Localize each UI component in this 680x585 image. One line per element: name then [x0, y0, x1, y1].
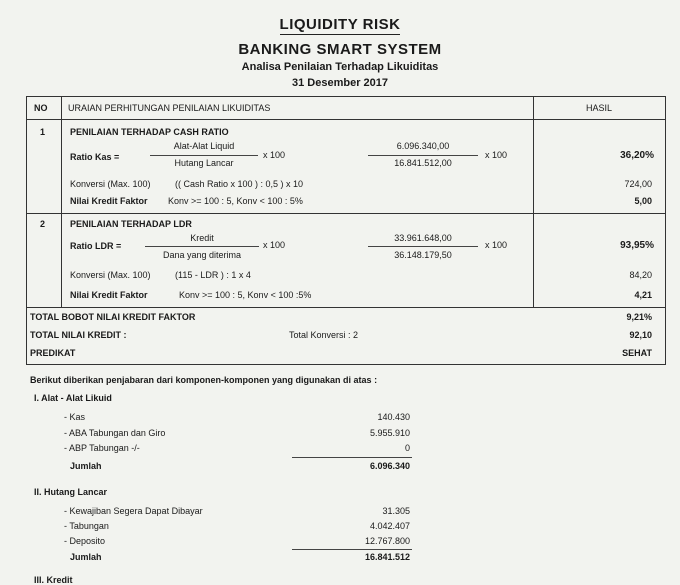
multiplier-text: x 100: [263, 150, 286, 160]
jumlah-label: Jumlah: [70, 461, 102, 471]
predikat-value: SEHAT: [622, 348, 652, 358]
numerator-label: Kredit: [190, 233, 214, 243]
alat-likuid-heading: I. Alat - Alat Likuid: [34, 393, 112, 403]
sum-line: [292, 457, 412, 458]
nilai-value: 5,00: [634, 196, 652, 206]
section-number: 2: [40, 219, 46, 229]
report-subtitle: BANKING SMART SYSTEM: [238, 41, 442, 58]
predikat-label: PREDIKAT: [30, 348, 76, 358]
nilai-label: Nilai Kredit Faktor: [70, 196, 148, 206]
list-item-value: 12.767.800: [364, 536, 410, 546]
nilai-label: Nilai Kredit Faktor: [70, 290, 148, 300]
list-item-value: 31.305: [382, 506, 410, 516]
jumlah-label: Jumlah: [70, 552, 102, 562]
konversi-value: 84,20: [629, 270, 652, 280]
list-item-label: - Kewajiban Segera Dapat Dibayar: [64, 506, 203, 516]
numerator-label: Alat-Alat Liquid: [173, 141, 235, 151]
list-item-label: - ABP Tabungan -/-: [64, 443, 140, 453]
list-item-label: - Deposito: [64, 536, 106, 546]
fraction-line: [150, 155, 258, 156]
column-header-no: NO: [34, 103, 48, 113]
total-bobot-label: TOTAL BOBOT NILAI KREDIT FAKTOR: [30, 312, 196, 322]
jumlah-value: 16.841.512: [364, 552, 410, 562]
list-item-label: - Kas: [64, 412, 86, 422]
denominator-value: 16.841.512,00: [394, 158, 452, 168]
konversi-label: Konversi (Max. 100): [70, 179, 151, 189]
list-item-value: 5.955.910: [369, 428, 410, 438]
sum-line: [292, 549, 412, 550]
list-item-label: - Tabungan: [64, 521, 109, 531]
konversi-value: 724,00: [624, 179, 652, 189]
total-konversi-text: Total Konversi : 2: [289, 330, 359, 340]
nilai-formula: Konv >= 100 : 5, Konv < 100 :5%: [179, 290, 312, 300]
total-nilai-label: TOTAL NILAI KREDIT :: [30, 330, 127, 340]
denominator-label: Hutang Lancar: [174, 158, 234, 168]
konversi-formula: (( Cash Ratio x 100 ) : 0,5 ) x 10: [175, 179, 304, 189]
ratio-label: Ratio Kas =: [70, 152, 120, 162]
fraction-line: [145, 246, 259, 247]
jumlah-value: 6.096.340: [369, 461, 410, 471]
ratio-result: 93,95%: [620, 240, 654, 251]
ratio-result: 36,20%: [620, 150, 654, 161]
numerator-value: 33.961.648,00: [394, 233, 452, 243]
denominator-label: Dana yang diterima: [162, 250, 242, 260]
total-bobot-value: 9,21%: [626, 312, 652, 322]
fraction-line: [368, 246, 478, 247]
nilai-formula: Konv >= 100 : 5, Konv < 100 : 5%: [168, 196, 303, 206]
report-description: Analisa Penilaian Terhadap Likuiditas: [241, 61, 439, 73]
total-nilai-value: 92,10: [629, 330, 652, 340]
column-header-hasil: HASIL: [585, 103, 612, 113]
numerator-value: 6.096.340,00: [396, 141, 450, 151]
multiplier-text: x 100: [485, 240, 508, 250]
breakdown-intro: Berikut diberikan penjabaran dari komponen-komponen yang digunakan di atas :: [30, 375, 378, 385]
section-number: 1: [40, 127, 46, 137]
kredit-heading: III. Kredit: [34, 575, 73, 585]
report-date: 31 Desember 2017: [291, 77, 388, 89]
konversi-label: Konversi (Max. 100): [70, 270, 151, 280]
list-item-label: - ABA Tabungan dan Giro: [64, 428, 166, 438]
hutang-lancar-heading: II. Hutang Lancar: [34, 487, 108, 497]
multiplier-text: x 100: [485, 150, 508, 160]
list-item-value: 140.430: [377, 412, 410, 422]
report-title: LIQUIDITY RISK: [279, 16, 401, 33]
section-title: PENILAIAN TERHADAP CASH RATIO: [70, 127, 229, 137]
multiplier-text: x 100: [263, 240, 286, 250]
denominator-value: 36.148.179,50: [394, 250, 452, 260]
list-item-value: 0: [404, 443, 410, 453]
ratio-label: Ratio LDR =: [70, 241, 122, 251]
section-title: PENILAIAN TERHADAP LDR: [70, 219, 192, 229]
konversi-formula: (115 - LDR ) : 1 x 4: [175, 270, 251, 280]
fraction-line: [368, 155, 478, 156]
nilai-value: 4,21: [634, 290, 652, 300]
list-item-value: 4.042.407: [369, 521, 410, 531]
column-header-uraian: URAIAN PERHITUNGAN PENILAIAN LIKUIDITAS: [68, 103, 271, 113]
